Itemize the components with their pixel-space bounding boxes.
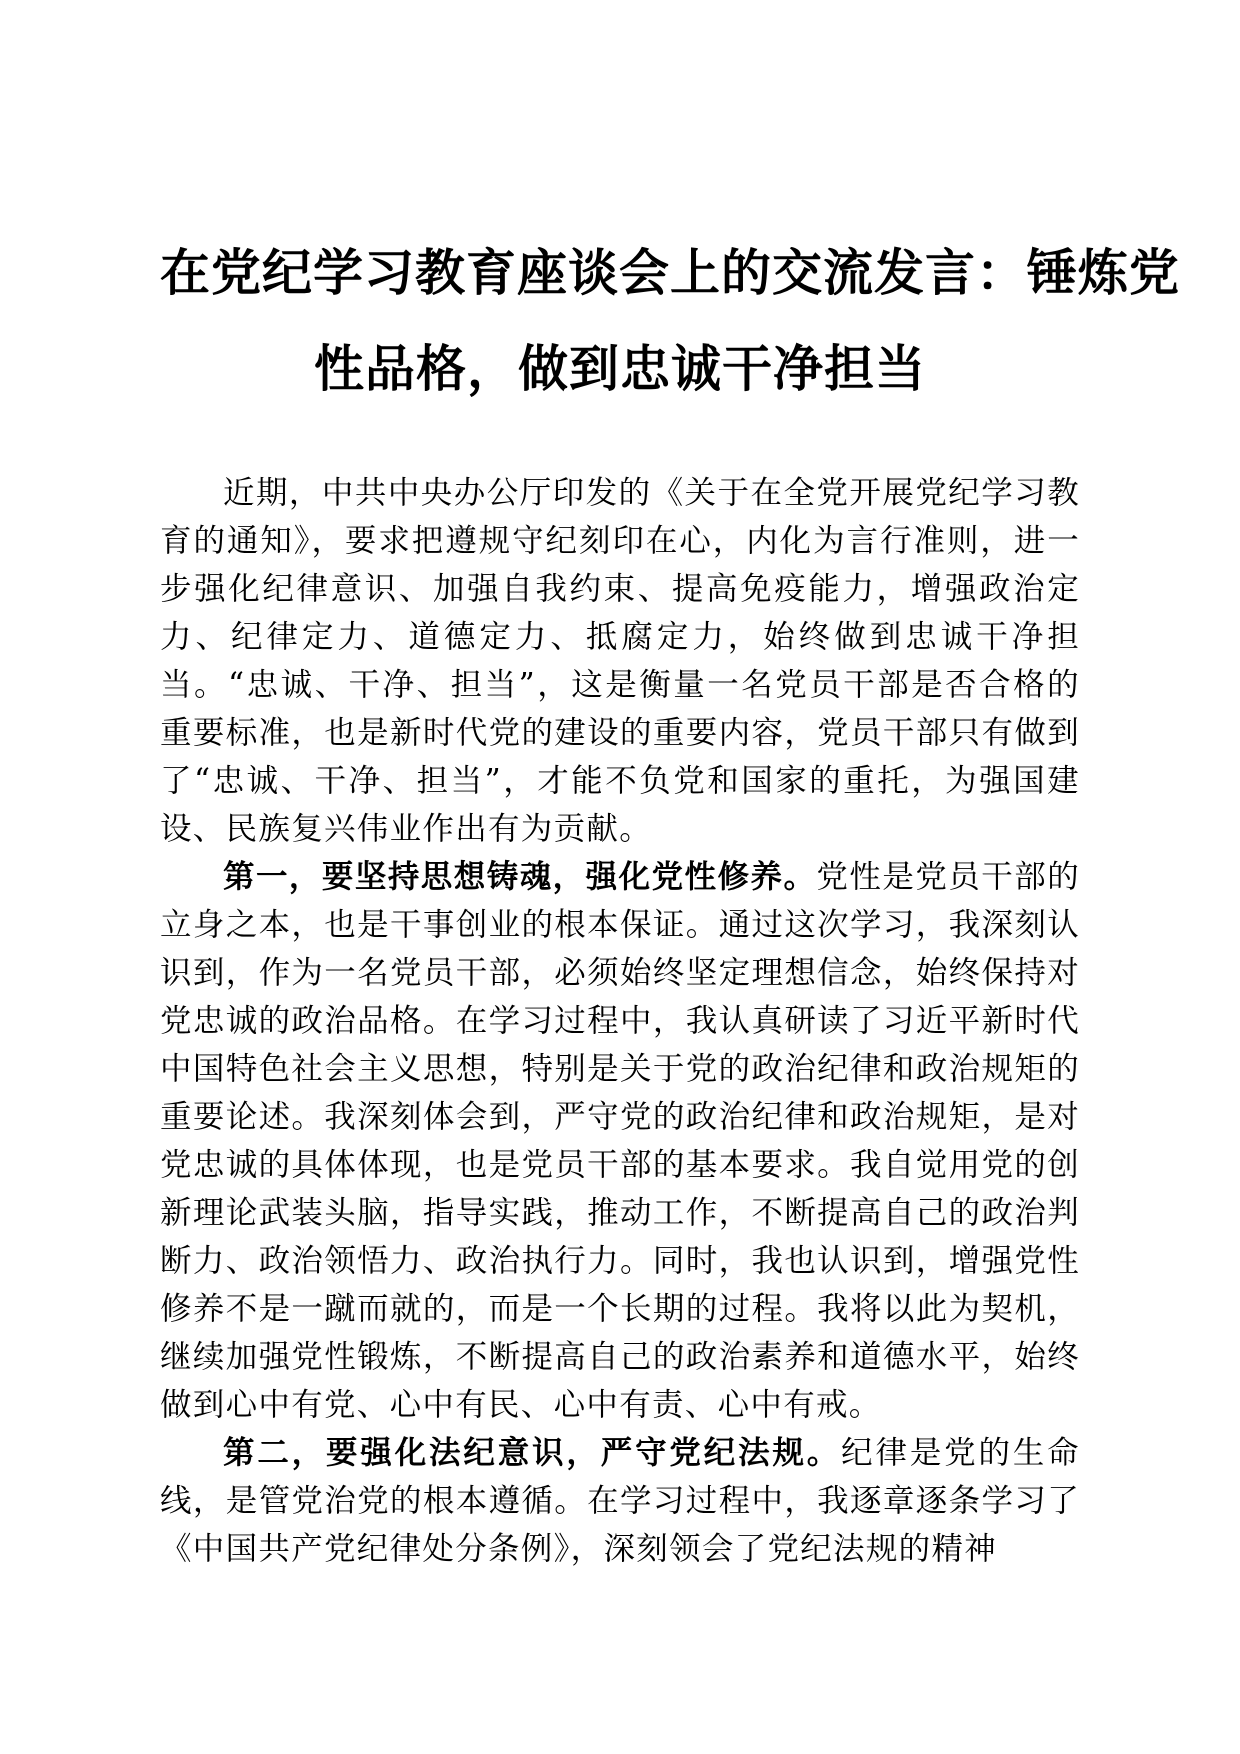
paragraph-second-point-text: 纪律是党的生命线，是管党治党的根本遵循。在学习过程中，我逐章逐条学习了《中国共产党纪律处分条例》，深刻领会了党纪法规的精神: [160, 1435, 1080, 1567]
paragraph-intro: [160, 469, 1080, 853]
document-title: [160, 0, 1180, 417]
paragraph-intro-text: 近期，中共中央办公厅印发的《关于在全党开展党纪学习教育的通知》，要求把遵规守纪刻印在心，内化为言行准则，进一步强化纪律意识、加强自我约束、提高免疫能力，增强政治定力、纪律定力、道德定力、抵腐定力，始终做到忠诚干净担当。“忠诚、干净、担当”，这是衡量一名党员干部是否合格的重要标准，也是新时代党的建设的重要内容，党员干部只有做到了“忠诚、干净、担当”，才能不负党和国家的重托，为强国建设、民族复兴伟业作出有为贡献。: [160, 475, 1080, 847]
paragraph-first-point-text: 党性是党员干部的立身之本，也是干事创业的根本保证。通过这次学习，我深刻认识到，作为一名党员干部，必须始终坚定理想信念，始终保持对党忠诚的政治品格。在学习过程中，我认真研读了习近平新时代中国特色社会主义思想，特别是关于党的政治纪律和政治规矩的重要论述。我深刻体会到，严守党的政治纪律和政治规矩，是对党忠诚的具体体现，也是党员干部的基本要求。我自觉用党的创新理论武装头脑，指导实践，推动工作，不断提高自己的政治判断力、政治领悟力、政治执行力。同时，我也认识到，增强党性修养不是一蹴而就的，而是一个长期的过程。我将以此为契机，继续加强党性锻炼，不断提高自己的政治素养和道德水平，始终做到心中有党、心中有民、心中有责、心中有戒。: [160, 859, 1080, 1423]
title-line-1: 在党纪学习教育座谈会上的交流发言：锤炼党: [160, 243, 1180, 302]
paragraph-first-point-heading: 第一，要坚持思想铸魂，强化党性修养。: [223, 858, 817, 895]
paragraph-second-point: [160, 1429, 1080, 1573]
paragraph-first-point: [160, 853, 1080, 1429]
document-body: [160, 469, 1080, 1573]
paragraph-second-point-heading: 第二，要强化法纪意识，严守党纪法规。: [223, 1434, 842, 1471]
title-line-2: 性品格，做到忠诚干净担当: [314, 339, 926, 398]
